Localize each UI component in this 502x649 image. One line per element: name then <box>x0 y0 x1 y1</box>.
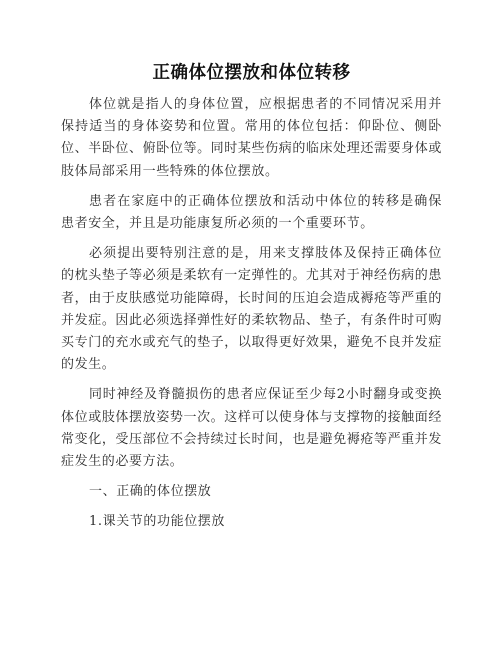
document-title: 正确体位摆放和体位转移 <box>152 63 351 83</box>
paragraph-body-turning-interval: 同时神经及脊髓损伤的患者应保证至少每2小时翻身或变换体位或肢体摆放姿势一次。这样可以使身体与支撑物的接触面经常变化，受压部位不会持续过长时间，也是避免褥疮等严重并发症发生的必要方法。 <box>61 387 442 470</box>
paragraph-body-posture-definition: 体位就是指人的身体位置，应根据患者的不同情况采用并保持适当的身体姿势和位置。常用的体位包括：仰卧位、侧卧位、半卧位、俯卧位等。同时某些伤病的临床处理还需要身体或肢体局部采用一些特殊的体位摆放。 <box>61 97 442 179</box>
section-heading: 一、正确的体位摆放 <box>89 484 212 500</box>
document-page <box>61 58 442 542</box>
paragraph-body-home-positioning: 患者在家庭中的正确体位摆放和活动中体位的转移是确保患者安全，并且是功能康复所必须的一个重要环节。 <box>61 193 442 232</box>
paragraph-body-cushion-note: 必须提出要特别注意的是，用来支撑肢体及保持正确体位的枕头垫子等必须是柔软有一定弹性的。尤其对于神经伤病的患者，由于皮肤感觉功能障碍，长时间的压迫会造成褥疮等严重的并发症。因此必须选择弹性好的柔软物品、垫子，有条件时可购买专门的充水或充气的垫子，以取得更好效果，避免不良并发症的发生。 <box>61 246 442 373</box>
subsection-heading: 1.课关节的功能位摆放 <box>89 514 226 530</box>
